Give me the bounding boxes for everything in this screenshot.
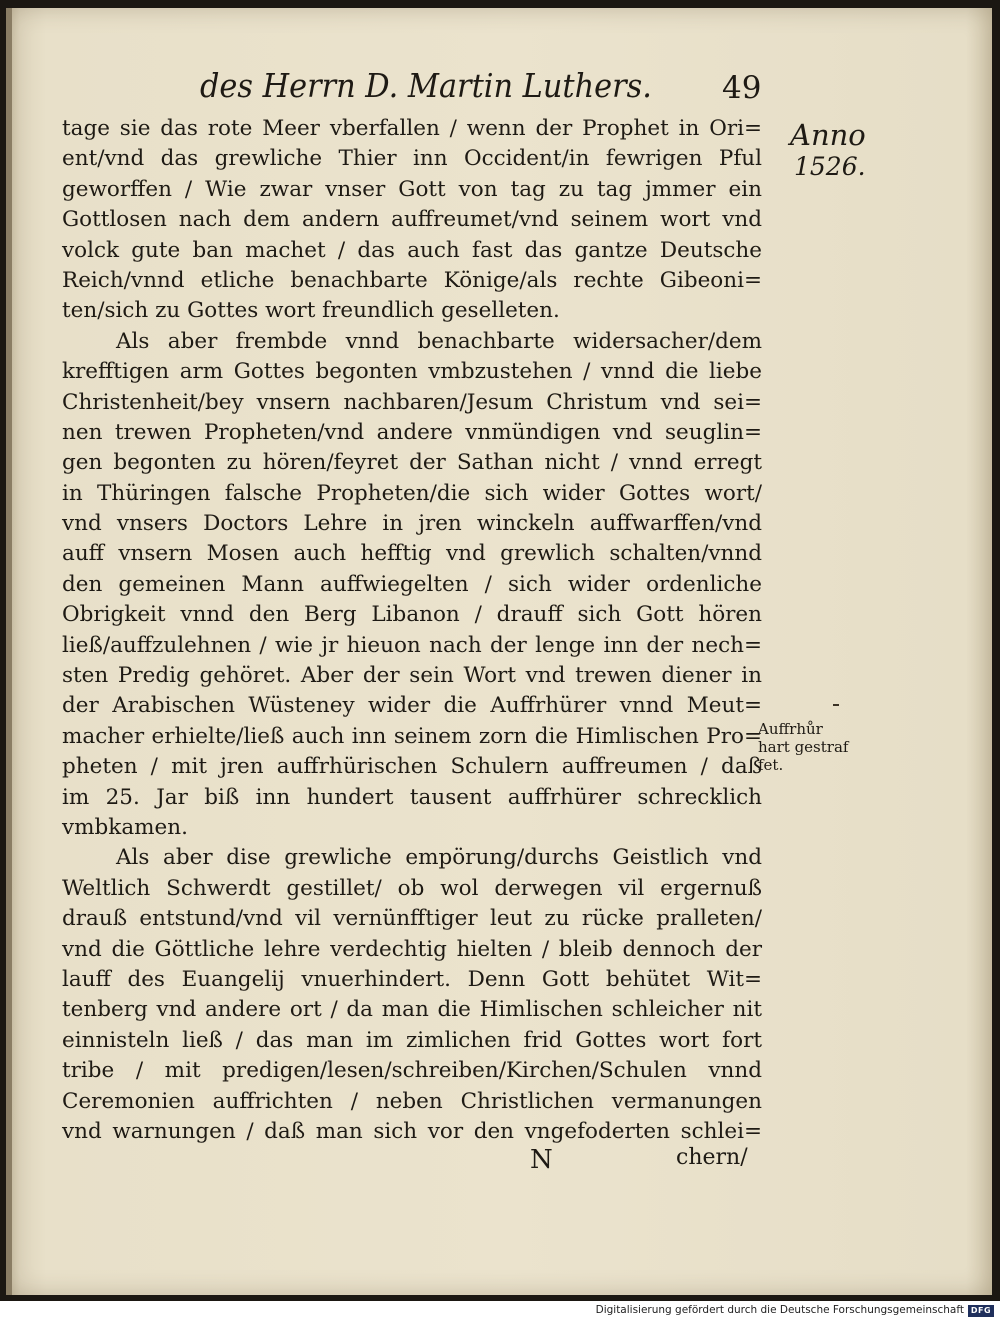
text-line: macher erhielte/ließ auch inn seinem zorn die Himlischen Pro=	[62, 723, 762, 749]
text-line: im 25. Jar biß inn hundert tausent auffrhürer schrecklich	[62, 784, 762, 810]
margin-year: 1526.	[794, 152, 866, 181]
text-line: ten/sich zu Gottes wort freundlich geselleten.	[62, 298, 560, 324]
text-line: vnd vnsers Doctors Lehre in jren winckeln auffwarffen/vnd	[62, 511, 762, 537]
footer-bar	[0, 1301, 1000, 1321]
text-line: ließ/auffzulehnen / wie jr hieuon nach der lenge inn der nech=	[62, 632, 762, 658]
text-line: Ceremonien auffrichten / neben Christlichen vermanungen	[62, 1088, 762, 1114]
text-line: Weltlich Schwerdt gestillet/ ob wol derwegen vil ergernuß	[62, 875, 762, 901]
text-line: einnisteln ließ / das man im zimlichen frid Gottes wort fort	[62, 1027, 762, 1053]
running-head: des Herrn D. Martin Luthers.	[200, 66, 652, 105]
funding-credit: Digitalisierung gefördert durch die Deutsche Forschungsgemeinschaft	[595, 1304, 964, 1316]
page-number: 49	[722, 70, 762, 106]
margin-note-line: Auffrhůr	[758, 720, 823, 738]
page-gutter-edge	[6, 8, 12, 1295]
text-line: geworffen / Wie zwar vnser Gott von tag zu tag jmmer ein	[62, 176, 762, 202]
dfg-logo: DFG	[968, 1305, 994, 1317]
text-line: der Arabischen Wüsteney wider die Auffrhürer vnnd Meut=	[62, 693, 762, 719]
text-line: vmbkamen.	[62, 814, 188, 840]
text-line: tribe / mit predigen/lesen/schreiben/Kirchen/Schulen vnnd	[62, 1058, 762, 1084]
margin-anno-label: Anno	[790, 118, 866, 152]
text-line: drauß entstund/vnd vil vernünfftiger leut zu rücke pralleten/	[62, 906, 762, 932]
text-line: krefftigen arm Gottes begonten vmbzustehen / vnnd die liebe	[62, 359, 762, 385]
paragraph-start-line: Als aber dise grewliche empörung/durchs Geistlich vnd	[116, 845, 762, 871]
text-line: tenberg vnd andere ort / da man die Himlischen schleicher nit	[62, 997, 762, 1023]
page-header	[200, 66, 760, 110]
text-line: Christenheit/bey vnsern nachbaren/Jesum Christum vnd sei=	[62, 389, 762, 415]
text-line: in Thüringen falsche Propheten/die sich wider Gottes wort/	[62, 480, 762, 506]
text-line: tage sie das rote Meer vberfallen / wenn der Prophet in Ori=	[62, 116, 762, 141]
text-line: vnd warnungen / daß man sich vor den vngefoderten schlei=	[62, 1118, 762, 1144]
text-line: ent/vnd das grewliche Thier inn Occident/in fewrigen Pful	[62, 146, 762, 172]
text-line: Obrigkeit vnnd den Berg Libanon / drauff sich Gott hören	[62, 602, 762, 628]
margin-note-line: hart gestraf	[758, 738, 849, 756]
text-line: sten Predig gehöret. Aber der sein Wort vnd trewen diener in	[62, 663, 762, 689]
text-line: pheten / mit jren auffrhürischen Schulern auffreumen / daß	[62, 754, 762, 780]
margin-note	[758, 720, 888, 774]
text-line: vnd die Göttliche lehre verdechtig hielten / bleib dennoch der	[62, 936, 762, 962]
text-line: Reich/vnnd etliche benachbarte Könige/als rechte Gibeoni=	[62, 267, 762, 293]
text-line: nen trewen Propheten/vnd andere vnmündigen vnd seuglin=	[62, 419, 762, 445]
text-line: gen begonten zu hören/feyret der Sathan nicht / vnnd erregt	[62, 450, 762, 476]
text-line: den gemeinen Mann auffwiegelten / sich wider ordenliche	[62, 571, 762, 597]
signature-mark: N	[530, 1145, 553, 1175]
margin-note-line: fet.	[758, 756, 784, 774]
paragraph-start-line: Als aber frembde vnnd benachbarte widersacher/dem	[116, 328, 762, 354]
text-line: auff vnsern Mosen auch hefftig vnd grewlich schalten/vnnd	[62, 541, 762, 567]
catchword: chern/	[676, 1145, 748, 1170]
body-text	[62, 114, 762, 1147]
margin-mark	[833, 704, 839, 706]
text-line: lauff des Euangelij vnuerhindert. Denn Gott behütet Wit=	[62, 966, 762, 992]
text-line: volck gute ban machet / das auch fast das gantze Deutsche	[62, 237, 762, 263]
margin-year-note	[790, 118, 880, 182]
text-line: Gottlosen nach dem andern auffreumet/vnd seinem wort vnd	[62, 207, 762, 233]
